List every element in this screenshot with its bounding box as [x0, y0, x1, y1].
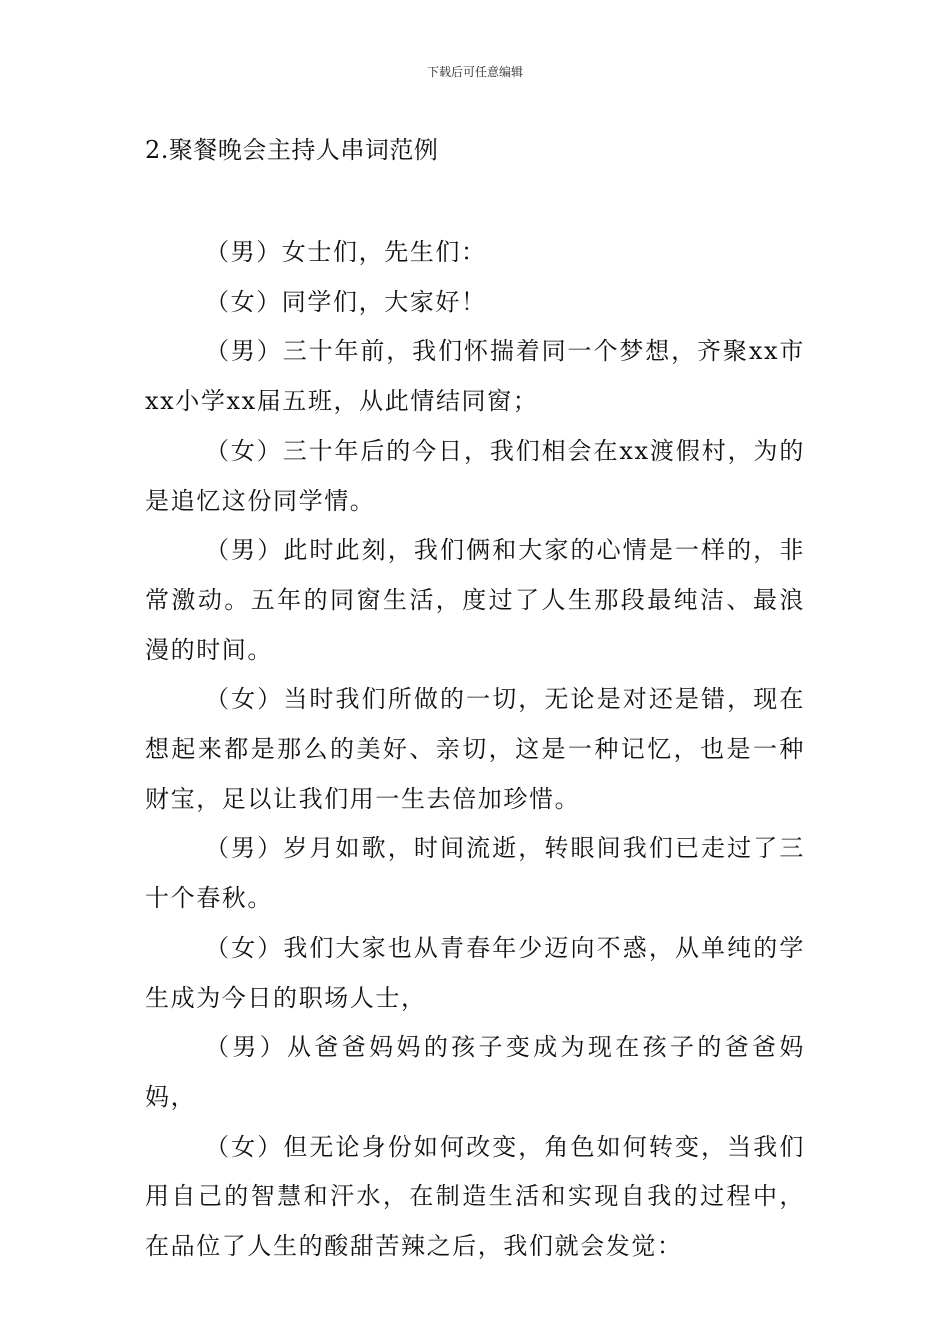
paragraph: （女）但无论身份如何改变，角色如何转变，当我们用自己的智慧和汗水，在制造生活和实现自我的过程中，在品位了人生的酸甜苦辣之后，我们就会发觉：: [145, 1132, 805, 1261]
document-title: 2.聚餐晚会主持人串词范例: [145, 136, 439, 164]
page-header-note: 下载后可任意编辑: [426, 65, 523, 79]
paragraph: （男）从爸爸妈妈的孩子变成为现在孩子的爸爸妈妈，: [145, 1033, 805, 1111]
paragraph: （女）同学们，大家好！: [205, 287, 487, 316]
paragraph: （女）当时我们所做的一切，无论是对还是错，现在想起来都是那么的美好、亲切，这是一种记忆，也是一种财宝，足以让我们用一生去倍加珍惜。: [145, 685, 805, 813]
paragraph: （男）女士们，先生们：: [205, 238, 487, 266]
paragraph: （女）三十年后的今日，我们相会在xx渡假村，为的是追忆这份同学情。: [145, 436, 805, 515]
paragraph: （女）我们大家也从青春年少迈向不惑，从单纯的学生成为今日的职场人士，: [145, 933, 805, 1012]
document-body: [145, 228, 805, 1272]
paragraph: （男）此时此刻，我们俩和大家的心情是一样的，非常激动。五年的同窗生活，度过了人生那段最纯洁、最浪漫的时间。: [145, 536, 805, 664]
paragraph: （男）三十年前，我们怀揣着同一个梦想，齐聚xx市xx小学xx届五班，从此情结同窗；: [145, 337, 805, 416]
paragraph: （男）岁月如歌，时间流逝，转眼间我们已走过了三十个春秋。: [145, 834, 805, 913]
